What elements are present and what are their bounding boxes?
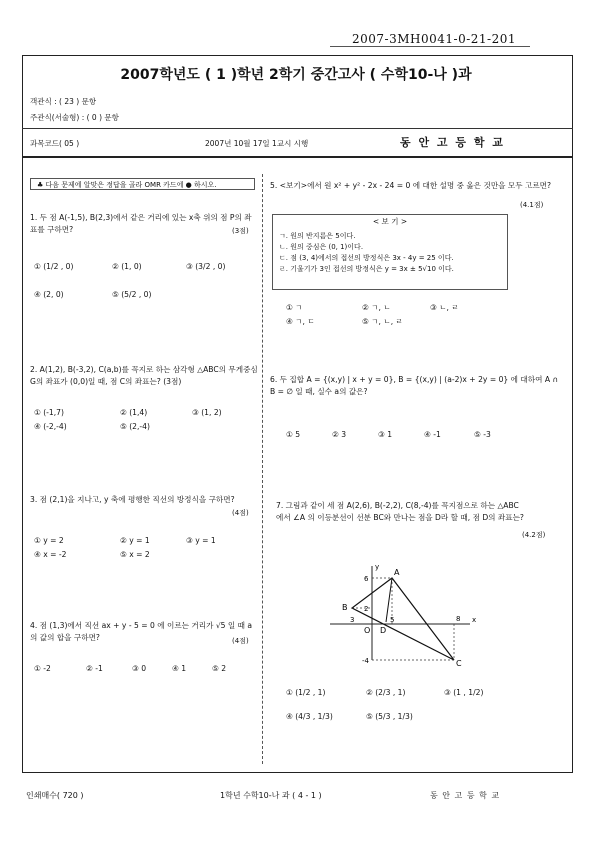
short-answer-count: 주관식(서술형) : ( 0 ) 문항: [30, 113, 119, 122]
option: ⑤ ㄱ, ㄴ, ㄹ: [362, 317, 403, 326]
question-points: (4점): [232, 637, 249, 645]
question-points: (4.1점): [520, 201, 544, 209]
option: ② -1: [86, 664, 103, 673]
print-count: 인쇄매수( 720 ): [26, 791, 84, 800]
option: ① 5: [286, 430, 301, 439]
option: ① (-1,7): [34, 408, 64, 417]
option: ③ 1: [378, 430, 393, 439]
option: ④ (-2,-4): [34, 422, 67, 431]
question-number: 2.: [30, 365, 38, 374]
option: ③ ㄴ, ㄹ: [430, 303, 459, 312]
option: ③ 0: [132, 664, 147, 673]
exam-title: 2007학년도 ( 1 )학년 2학기 중간고사 ( 수학10-나 )과: [120, 67, 472, 83]
option: ④ ㄱ, ㄷ: [286, 317, 315, 326]
option: ⑤ (2,-4): [120, 422, 150, 431]
option: ③ y = 1: [186, 536, 216, 545]
column-divider: [262, 174, 263, 764]
triangle-abc: [352, 578, 454, 660]
instruction-box: ♣ 다음 문제에 알맞은 정답을 골라 OMR 카드에 ● 하시오.: [30, 178, 255, 190]
question-text: 그림과 같이 세 점 A(2,6), B(-2,2), C(8,-4)를 꼭지점으로 하는 △ABC 에서 ∠A 의 이등분선이 선분 BC와 만나는 점을 D라 할 때, 점 D의 좌표는?: [276, 501, 524, 522]
tick-neg4: -4: [362, 657, 369, 665]
school-name-header: 동 안 고 등 학 교: [400, 136, 505, 149]
option: ① (1/2 , 1): [286, 688, 326, 697]
question-2: [30, 364, 258, 388]
option: ② (1,4): [120, 408, 148, 417]
option: ① (1/2 , 0): [34, 262, 74, 271]
question-text: A(1,2), B(-3,2), C(a,b)를 꼭지로 하는 삼각형 △ABC의 무게중심 G의 좌표가 (0,0)일 때, 점 C의 좌표는? (3점): [30, 365, 258, 386]
option: ④ x = -2: [34, 550, 67, 559]
option: ⑤ 2: [212, 664, 227, 673]
document-stamp: 2007-3MH0041-0-21-201: [352, 32, 516, 46]
option: ③ (1 , 1/2): [444, 688, 484, 697]
header-divider: [22, 128, 573, 129]
option: ① y = 2: [34, 536, 64, 545]
question-number: 5.: [270, 181, 278, 190]
tick-2: 2: [364, 605, 369, 613]
question-points: (3점): [232, 227, 249, 235]
question-text: 두 집합 A = {(x,y) | x + y = 0}, B = {(x,y) | (a-2)x + 2y = 0} 에 대하여 A ∩ B = ∅ 일 때, 실수 a의 값은?: [270, 375, 559, 396]
option: ③ (3/2 , 0): [186, 262, 226, 271]
question-text: 점 (1,3)에서 직선 ax + y - 5 = 0 에 이르는 거리가 √5 일 때 a의 값의 합을 구하면?: [30, 621, 253, 642]
option: ④ (4/3 , 1/3): [286, 712, 333, 721]
question-number: 6.: [270, 375, 278, 384]
option: ④ -1: [424, 430, 441, 439]
option: ② (2/3 , 1): [366, 688, 406, 697]
triangle-figure: [330, 560, 480, 670]
school-name-footer: 동 안 고 등 학 교: [430, 791, 501, 800]
question-number: 7.: [276, 501, 284, 510]
tick-8: 8: [456, 615, 461, 623]
label-a: A: [394, 568, 400, 577]
question-6: [270, 374, 560, 398]
label-x: x: [472, 616, 477, 624]
tick-3: 3: [350, 616, 355, 624]
question-points: (4.2점): [522, 531, 546, 539]
option: ② (1, 0): [112, 262, 142, 271]
option: ⑤ (5/3 , 1/3): [366, 712, 413, 721]
question-number: 4.: [30, 621, 38, 630]
label-c: C: [456, 659, 462, 668]
option: ④ 1: [172, 664, 187, 673]
option: ⑤ x = 2: [120, 550, 150, 559]
question-3: [30, 494, 258, 506]
option: ① ㄱ: [286, 303, 303, 312]
option: ① -2: [34, 664, 51, 673]
option: ⑤ (5/2 , 0): [112, 290, 152, 299]
tick-6: 6: [364, 575, 369, 583]
question-text: <보기>에서 원 x² + y² - 2x - 24 = 0 에 대한 설명 중 옳은 것만을 모두 고르면?: [279, 181, 552, 190]
stamp-underline: [330, 46, 530, 47]
example-box: [272, 214, 508, 290]
question-5: [270, 180, 560, 192]
option: ④ (2, 0): [34, 290, 64, 299]
objective-count: 객관식 : ( 23 ) 문항: [30, 97, 97, 106]
exam-date: 2007년 10월 17일 1교시 시행: [205, 139, 309, 148]
question-4: [30, 620, 258, 644]
question-points: (4점): [232, 509, 249, 517]
label-y: y: [375, 563, 380, 571]
option: ③ (1, 2): [192, 408, 222, 417]
question-number: 3.: [30, 495, 38, 504]
option: ⑤ -3: [474, 430, 491, 439]
tick-5: 5: [390, 616, 395, 624]
example-box-title: < 보 기 >: [372, 217, 408, 226]
label-o: O: [364, 626, 371, 635]
label-b: B: [342, 603, 348, 612]
exam-frame: [22, 55, 573, 773]
example-item: ㄱ. 원의 반지름은 5이다.: [279, 232, 356, 240]
option: ② y = 1: [120, 536, 150, 545]
header-bottom-rule: [22, 156, 573, 158]
option: ② 3: [332, 430, 347, 439]
question-7: [276, 500, 526, 524]
question-text: 점 (2,1)을 지나고, y 축에 평행한 직선의 방정식을 구하면?: [39, 495, 235, 504]
option: ② ㄱ, ㄴ: [362, 303, 391, 312]
question-1: [30, 212, 258, 236]
example-item: ㄹ. 기울기가 3인 접선의 방정식은 y = 3x ± 5√10 이다.: [279, 265, 454, 273]
example-item: ㄷ. 점 (3, 4)에서의 접선의 방정식은 3x - 4y = 25 이다.: [279, 254, 454, 262]
subject-code: 과목코드( 05 ): [30, 139, 80, 148]
example-item: ㄴ. 원의 중심은 (0, 1)이다.: [279, 243, 364, 251]
page-info: 1학년 수학10-나 과 ( 4 - 1 ): [220, 791, 322, 800]
question-text: 두 점 A(-1,5), B(2,3)에서 같은 거리에 있는 x축 위의 점 P의 좌표를 구하면?: [30, 213, 252, 234]
label-d: D: [380, 626, 387, 635]
question-number: 1.: [30, 213, 38, 222]
